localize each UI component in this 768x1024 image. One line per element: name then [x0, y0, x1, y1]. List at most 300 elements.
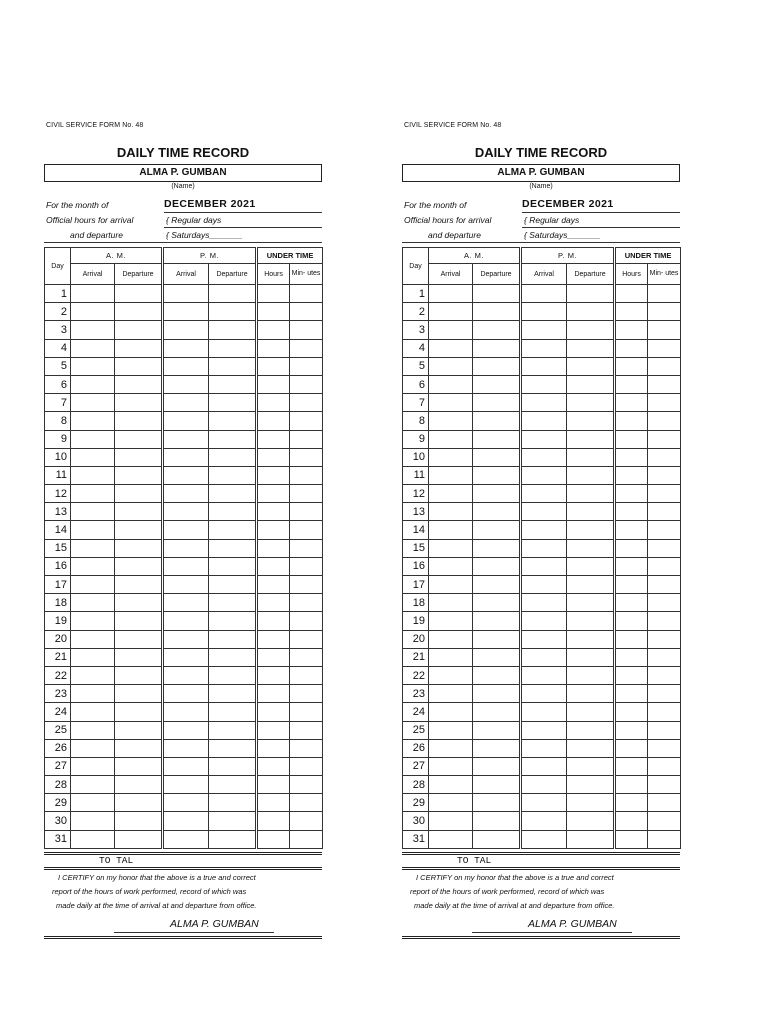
undertime-hours-cell[interactable]	[615, 703, 648, 721]
undertime-minutes-cell[interactable]	[648, 503, 681, 521]
undertime-minutes-cell[interactable]	[290, 612, 323, 630]
pm-arrival-cell[interactable]	[521, 321, 567, 339]
undertime-hours-cell[interactable]	[257, 721, 290, 739]
pm-departure-cell[interactable]	[567, 303, 615, 321]
undertime-minutes-cell[interactable]	[290, 285, 323, 303]
undertime-minutes-cell[interactable]	[648, 794, 681, 812]
pm-departure-cell[interactable]	[209, 721, 257, 739]
pm-arrival-cell[interactable]	[521, 812, 567, 830]
am-departure-cell[interactable]	[115, 375, 163, 393]
am-departure-cell[interactable]	[473, 430, 521, 448]
employee-name-field[interactable]: ALMA P. GUMBAN	[44, 164, 322, 182]
pm-departure-cell[interactable]	[209, 757, 257, 775]
undertime-minutes-cell[interactable]	[648, 539, 681, 557]
am-departure-cell[interactable]	[473, 503, 521, 521]
undertime-minutes-cell[interactable]	[290, 812, 323, 830]
am-arrival-cell[interactable]	[71, 630, 115, 648]
am-arrival-cell[interactable]	[429, 666, 473, 684]
pm-arrival-cell[interactable]	[521, 776, 567, 794]
am-arrival-cell[interactable]	[429, 339, 473, 357]
am-arrival-cell[interactable]	[429, 557, 473, 575]
am-departure-cell[interactable]	[115, 648, 163, 666]
undertime-hours-cell[interactable]	[257, 394, 290, 412]
am-departure-cell[interactable]	[473, 685, 521, 703]
am-departure-cell[interactable]	[115, 794, 163, 812]
undertime-minutes-cell[interactable]	[290, 721, 323, 739]
am-departure-cell[interactable]	[473, 466, 521, 484]
pm-departure-cell[interactable]	[567, 339, 615, 357]
am-departure-cell[interactable]	[473, 703, 521, 721]
pm-arrival-cell[interactable]	[163, 303, 209, 321]
undertime-hours-cell[interactable]	[615, 394, 648, 412]
am-arrival-cell[interactable]	[71, 757, 115, 775]
am-departure-cell[interactable]	[473, 576, 521, 594]
am-arrival-cell[interactable]	[71, 666, 115, 684]
pm-arrival-cell[interactable]	[163, 594, 209, 612]
undertime-hours-cell[interactable]	[615, 594, 648, 612]
undertime-hours-cell[interactable]	[615, 485, 648, 503]
pm-arrival-cell[interactable]	[163, 321, 209, 339]
am-arrival-cell[interactable]	[71, 503, 115, 521]
pm-departure-cell[interactable]	[209, 703, 257, 721]
pm-arrival-cell[interactable]	[521, 394, 567, 412]
am-departure-cell[interactable]	[115, 576, 163, 594]
am-arrival-cell[interactable]	[71, 466, 115, 484]
undertime-hours-cell[interactable]	[257, 412, 290, 430]
am-arrival-cell[interactable]	[429, 721, 473, 739]
pm-departure-cell[interactable]	[567, 539, 615, 557]
pm-departure-cell[interactable]	[567, 612, 615, 630]
undertime-minutes-cell[interactable]	[648, 703, 681, 721]
am-arrival-cell[interactable]	[429, 594, 473, 612]
pm-departure-cell[interactable]	[567, 666, 615, 684]
undertime-minutes-cell[interactable]	[290, 503, 323, 521]
am-arrival-cell[interactable]	[429, 375, 473, 393]
undertime-hours-cell[interactable]	[615, 448, 648, 466]
pm-departure-cell[interactable]	[567, 321, 615, 339]
am-arrival-cell[interactable]	[429, 812, 473, 830]
am-arrival-cell[interactable]	[429, 303, 473, 321]
undertime-hours-cell[interactable]	[615, 757, 648, 775]
am-arrival-cell[interactable]	[71, 594, 115, 612]
undertime-minutes-cell[interactable]	[648, 394, 681, 412]
pm-departure-cell[interactable]	[567, 812, 615, 830]
am-arrival-cell[interactable]	[71, 285, 115, 303]
am-arrival-cell[interactable]	[429, 703, 473, 721]
undertime-hours-cell[interactable]	[257, 521, 290, 539]
pm-departure-cell[interactable]	[209, 303, 257, 321]
undertime-hours-cell[interactable]	[615, 539, 648, 557]
pm-departure-cell[interactable]	[209, 576, 257, 594]
pm-arrival-cell[interactable]	[521, 448, 567, 466]
am-arrival-cell[interactable]	[429, 357, 473, 375]
pm-arrival-cell[interactable]	[521, 521, 567, 539]
pm-arrival-cell[interactable]	[521, 576, 567, 594]
undertime-hours-cell[interactable]	[257, 375, 290, 393]
pm-arrival-cell[interactable]	[163, 612, 209, 630]
pm-arrival-cell[interactable]	[163, 703, 209, 721]
pm-departure-cell[interactable]	[209, 357, 257, 375]
undertime-minutes-cell[interactable]	[290, 776, 323, 794]
undertime-hours-cell[interactable]	[615, 521, 648, 539]
undertime-hours-cell[interactable]	[257, 557, 290, 575]
pm-departure-cell[interactable]	[209, 285, 257, 303]
am-departure-cell[interactable]	[473, 285, 521, 303]
am-arrival-cell[interactable]	[71, 303, 115, 321]
pm-departure-cell[interactable]	[567, 703, 615, 721]
undertime-hours-cell[interactable]	[615, 685, 648, 703]
pm-departure-cell[interactable]	[567, 648, 615, 666]
undertime-minutes-cell[interactable]	[648, 521, 681, 539]
pm-arrival-cell[interactable]	[521, 412, 567, 430]
pm-departure-cell[interactable]	[567, 757, 615, 775]
undertime-minutes-cell[interactable]	[290, 830, 323, 848]
undertime-minutes-cell[interactable]	[648, 448, 681, 466]
undertime-hours-cell[interactable]	[257, 576, 290, 594]
am-arrival-cell[interactable]	[71, 412, 115, 430]
am-departure-cell[interactable]	[115, 666, 163, 684]
am-arrival-cell[interactable]	[429, 448, 473, 466]
pm-departure-cell[interactable]	[209, 539, 257, 557]
pm-arrival-cell[interactable]	[163, 812, 209, 830]
undertime-minutes-cell[interactable]	[290, 557, 323, 575]
undertime-hours-cell[interactable]	[257, 630, 290, 648]
am-arrival-cell[interactable]	[71, 648, 115, 666]
pm-departure-cell[interactable]	[567, 485, 615, 503]
am-departure-cell[interactable]	[473, 557, 521, 575]
am-departure-cell[interactable]	[115, 412, 163, 430]
am-departure-cell[interactable]	[473, 303, 521, 321]
am-departure-cell[interactable]	[473, 630, 521, 648]
undertime-minutes-cell[interactable]	[648, 776, 681, 794]
undertime-hours-cell[interactable]	[615, 721, 648, 739]
pm-departure-cell[interactable]	[567, 739, 615, 757]
am-arrival-cell[interactable]	[71, 557, 115, 575]
am-departure-cell[interactable]	[115, 285, 163, 303]
am-departure-cell[interactable]	[115, 430, 163, 448]
undertime-minutes-cell[interactable]	[290, 375, 323, 393]
undertime-hours-cell[interactable]	[257, 448, 290, 466]
pm-arrival-cell[interactable]	[521, 375, 567, 393]
pm-arrival-cell[interactable]	[521, 303, 567, 321]
am-arrival-cell[interactable]	[71, 703, 115, 721]
pm-arrival-cell[interactable]	[521, 648, 567, 666]
am-arrival-cell[interactable]	[71, 776, 115, 794]
am-departure-cell[interactable]	[115, 521, 163, 539]
am-departure-cell[interactable]	[473, 794, 521, 812]
am-departure-cell[interactable]	[115, 685, 163, 703]
am-departure-cell[interactable]	[473, 339, 521, 357]
pm-departure-cell[interactable]	[567, 448, 615, 466]
am-arrival-cell[interactable]	[71, 576, 115, 594]
am-departure-cell[interactable]	[473, 394, 521, 412]
undertime-hours-cell[interactable]	[615, 666, 648, 684]
pm-arrival-cell[interactable]	[163, 539, 209, 557]
pm-departure-cell[interactable]	[567, 375, 615, 393]
pm-arrival-cell[interactable]	[521, 466, 567, 484]
undertime-minutes-cell[interactable]	[648, 812, 681, 830]
undertime-minutes-cell[interactable]	[648, 830, 681, 848]
undertime-hours-cell[interactable]	[257, 666, 290, 684]
undertime-hours-cell[interactable]	[257, 703, 290, 721]
undertime-minutes-cell[interactable]	[290, 757, 323, 775]
undertime-minutes-cell[interactable]	[648, 666, 681, 684]
am-departure-cell[interactable]	[115, 394, 163, 412]
am-departure-cell[interactable]	[115, 485, 163, 503]
am-arrival-cell[interactable]	[71, 830, 115, 848]
pm-arrival-cell[interactable]	[163, 685, 209, 703]
am-arrival-cell[interactable]	[71, 721, 115, 739]
undertime-minutes-cell[interactable]	[648, 303, 681, 321]
undertime-minutes-cell[interactable]	[648, 375, 681, 393]
pm-departure-cell[interactable]	[209, 448, 257, 466]
undertime-minutes-cell[interactable]	[648, 430, 681, 448]
pm-arrival-cell[interactable]	[521, 339, 567, 357]
pm-arrival-cell[interactable]	[521, 830, 567, 848]
am-arrival-cell[interactable]	[71, 521, 115, 539]
am-arrival-cell[interactable]	[429, 685, 473, 703]
undertime-minutes-cell[interactable]	[290, 739, 323, 757]
pm-arrival-cell[interactable]	[163, 339, 209, 357]
undertime-hours-cell[interactable]	[257, 612, 290, 630]
pm-departure-cell[interactable]	[567, 576, 615, 594]
am-arrival-cell[interactable]	[429, 394, 473, 412]
am-departure-cell[interactable]	[115, 303, 163, 321]
pm-arrival-cell[interactable]	[521, 721, 567, 739]
undertime-hours-cell[interactable]	[615, 503, 648, 521]
undertime-hours-cell[interactable]	[257, 757, 290, 775]
undertime-hours-cell[interactable]	[615, 357, 648, 375]
pm-departure-cell[interactable]	[209, 557, 257, 575]
pm-arrival-cell[interactable]	[521, 630, 567, 648]
undertime-hours-cell[interactable]	[615, 375, 648, 393]
undertime-hours-cell[interactable]	[257, 685, 290, 703]
pm-departure-cell[interactable]	[567, 830, 615, 848]
pm-arrival-cell[interactable]	[521, 430, 567, 448]
am-departure-cell[interactable]	[473, 357, 521, 375]
undertime-minutes-cell[interactable]	[290, 666, 323, 684]
undertime-minutes-cell[interactable]	[290, 485, 323, 503]
am-departure-cell[interactable]	[473, 594, 521, 612]
am-departure-cell[interactable]	[473, 485, 521, 503]
undertime-hours-cell[interactable]	[615, 285, 648, 303]
undertime-minutes-cell[interactable]	[290, 339, 323, 357]
am-arrival-cell[interactable]	[429, 757, 473, 775]
am-arrival-cell[interactable]	[71, 685, 115, 703]
am-departure-cell[interactable]	[473, 412, 521, 430]
am-arrival-cell[interactable]	[71, 394, 115, 412]
pm-arrival-cell[interactable]	[521, 666, 567, 684]
pm-departure-cell[interactable]	[567, 285, 615, 303]
am-arrival-cell[interactable]	[71, 739, 115, 757]
undertime-hours-cell[interactable]	[257, 430, 290, 448]
pm-departure-cell[interactable]	[209, 794, 257, 812]
pm-departure-cell[interactable]	[567, 357, 615, 375]
am-arrival-cell[interactable]	[71, 612, 115, 630]
am-departure-cell[interactable]	[115, 812, 163, 830]
am-arrival-cell[interactable]	[71, 485, 115, 503]
undertime-hours-cell[interactable]	[257, 776, 290, 794]
am-departure-cell[interactable]	[115, 503, 163, 521]
am-departure-cell[interactable]	[473, 721, 521, 739]
undertime-minutes-cell[interactable]	[648, 321, 681, 339]
am-departure-cell[interactable]	[115, 703, 163, 721]
am-departure-cell[interactable]	[115, 721, 163, 739]
am-arrival-cell[interactable]	[429, 485, 473, 503]
pm-arrival-cell[interactable]	[521, 485, 567, 503]
undertime-hours-cell[interactable]	[615, 303, 648, 321]
undertime-minutes-cell[interactable]	[290, 703, 323, 721]
pm-arrival-cell[interactable]	[163, 448, 209, 466]
pm-arrival-cell[interactable]	[163, 466, 209, 484]
pm-departure-cell[interactable]	[567, 776, 615, 794]
undertime-hours-cell[interactable]	[257, 321, 290, 339]
undertime-minutes-cell[interactable]	[290, 630, 323, 648]
pm-arrival-cell[interactable]	[163, 830, 209, 848]
undertime-minutes-cell[interactable]	[290, 521, 323, 539]
am-arrival-cell[interactable]	[429, 830, 473, 848]
am-departure-cell[interactable]	[115, 321, 163, 339]
pm-departure-cell[interactable]	[209, 776, 257, 794]
undertime-hours-cell[interactable]	[615, 339, 648, 357]
am-departure-cell[interactable]	[115, 739, 163, 757]
pm-departure-cell[interactable]	[209, 666, 257, 684]
undertime-minutes-cell[interactable]	[290, 576, 323, 594]
pm-arrival-cell[interactable]	[163, 394, 209, 412]
undertime-minutes-cell[interactable]	[648, 630, 681, 648]
undertime-hours-cell[interactable]	[615, 739, 648, 757]
am-departure-cell[interactable]	[473, 739, 521, 757]
am-arrival-cell[interactable]	[71, 812, 115, 830]
undertime-hours-cell[interactable]	[615, 557, 648, 575]
pm-departure-cell[interactable]	[567, 466, 615, 484]
pm-departure-cell[interactable]	[567, 394, 615, 412]
pm-departure-cell[interactable]	[209, 430, 257, 448]
am-arrival-cell[interactable]	[429, 794, 473, 812]
employee-name-field[interactable]: ALMA P. GUMBAN	[402, 164, 680, 182]
am-arrival-cell[interactable]	[71, 430, 115, 448]
undertime-minutes-cell[interactable]	[648, 594, 681, 612]
undertime-minutes-cell[interactable]	[648, 485, 681, 503]
undertime-hours-cell[interactable]	[615, 630, 648, 648]
undertime-hours-cell[interactable]	[257, 285, 290, 303]
pm-departure-cell[interactable]	[209, 812, 257, 830]
pm-departure-cell[interactable]	[209, 394, 257, 412]
undertime-hours-cell[interactable]	[257, 466, 290, 484]
pm-arrival-cell[interactable]	[163, 285, 209, 303]
undertime-hours-cell[interactable]	[257, 648, 290, 666]
undertime-minutes-cell[interactable]	[648, 357, 681, 375]
undertime-minutes-cell[interactable]	[290, 685, 323, 703]
undertime-minutes-cell[interactable]	[648, 285, 681, 303]
pm-arrival-cell[interactable]	[521, 685, 567, 703]
am-arrival-cell[interactable]	[429, 648, 473, 666]
am-departure-cell[interactable]	[115, 448, 163, 466]
pm-arrival-cell[interactable]	[163, 776, 209, 794]
am-arrival-cell[interactable]	[71, 794, 115, 812]
am-departure-cell[interactable]	[115, 830, 163, 848]
pm-arrival-cell[interactable]	[163, 794, 209, 812]
pm-arrival-cell[interactable]	[521, 703, 567, 721]
undertime-hours-cell[interactable]	[615, 776, 648, 794]
undertime-minutes-cell[interactable]	[290, 412, 323, 430]
undertime-minutes-cell[interactable]	[290, 794, 323, 812]
undertime-hours-cell[interactable]	[257, 357, 290, 375]
am-departure-cell[interactable]	[473, 448, 521, 466]
am-arrival-cell[interactable]	[71, 375, 115, 393]
pm-departure-cell[interactable]	[209, 685, 257, 703]
undertime-hours-cell[interactable]	[257, 503, 290, 521]
am-arrival-cell[interactable]	[429, 576, 473, 594]
pm-departure-cell[interactable]	[209, 375, 257, 393]
pm-departure-cell[interactable]	[567, 721, 615, 739]
pm-departure-cell[interactable]	[209, 485, 257, 503]
am-departure-cell[interactable]	[115, 339, 163, 357]
pm-departure-cell[interactable]	[567, 794, 615, 812]
undertime-hours-cell[interactable]	[615, 648, 648, 666]
pm-arrival-cell[interactable]	[163, 357, 209, 375]
pm-departure-cell[interactable]	[567, 503, 615, 521]
am-departure-cell[interactable]	[473, 539, 521, 557]
undertime-hours-cell[interactable]	[257, 739, 290, 757]
am-arrival-cell[interactable]	[71, 539, 115, 557]
pm-arrival-cell[interactable]	[163, 412, 209, 430]
undertime-minutes-cell[interactable]	[290, 321, 323, 339]
undertime-hours-cell[interactable]	[615, 412, 648, 430]
undertime-hours-cell[interactable]	[257, 539, 290, 557]
am-departure-cell[interactable]	[115, 776, 163, 794]
am-arrival-cell[interactable]	[429, 521, 473, 539]
am-departure-cell[interactable]	[473, 757, 521, 775]
am-departure-cell[interactable]	[115, 594, 163, 612]
pm-arrival-cell[interactable]	[163, 721, 209, 739]
undertime-minutes-cell[interactable]	[648, 612, 681, 630]
am-departure-cell[interactable]	[473, 776, 521, 794]
undertime-minutes-cell[interactable]	[648, 685, 681, 703]
pm-arrival-cell[interactable]	[163, 557, 209, 575]
pm-departure-cell[interactable]	[209, 466, 257, 484]
pm-departure-cell[interactable]	[567, 521, 615, 539]
undertime-hours-cell[interactable]	[615, 576, 648, 594]
undertime-hours-cell[interactable]	[615, 612, 648, 630]
undertime-minutes-cell[interactable]	[290, 394, 323, 412]
undertime-minutes-cell[interactable]	[290, 466, 323, 484]
am-departure-cell[interactable]	[473, 321, 521, 339]
am-departure-cell[interactable]	[473, 666, 521, 684]
am-arrival-cell[interactable]	[71, 339, 115, 357]
undertime-minutes-cell[interactable]	[648, 339, 681, 357]
am-departure-cell[interactable]	[473, 830, 521, 848]
pm-arrival-cell[interactable]	[163, 430, 209, 448]
undertime-hours-cell[interactable]	[615, 812, 648, 830]
pm-arrival-cell[interactable]	[521, 285, 567, 303]
am-arrival-cell[interactable]	[429, 412, 473, 430]
pm-departure-cell[interactable]	[567, 412, 615, 430]
undertime-minutes-cell[interactable]	[290, 648, 323, 666]
am-departure-cell[interactable]	[115, 630, 163, 648]
am-arrival-cell[interactable]	[429, 321, 473, 339]
pm-arrival-cell[interactable]	[163, 757, 209, 775]
pm-departure-cell[interactable]	[209, 412, 257, 430]
am-arrival-cell[interactable]	[71, 357, 115, 375]
pm-departure-cell[interactable]	[209, 630, 257, 648]
undertime-hours-cell[interactable]	[615, 830, 648, 848]
am-arrival-cell[interactable]	[429, 776, 473, 794]
am-arrival-cell[interactable]	[429, 739, 473, 757]
pm-arrival-cell[interactable]	[521, 557, 567, 575]
am-departure-cell[interactable]	[115, 757, 163, 775]
am-arrival-cell[interactable]	[429, 630, 473, 648]
